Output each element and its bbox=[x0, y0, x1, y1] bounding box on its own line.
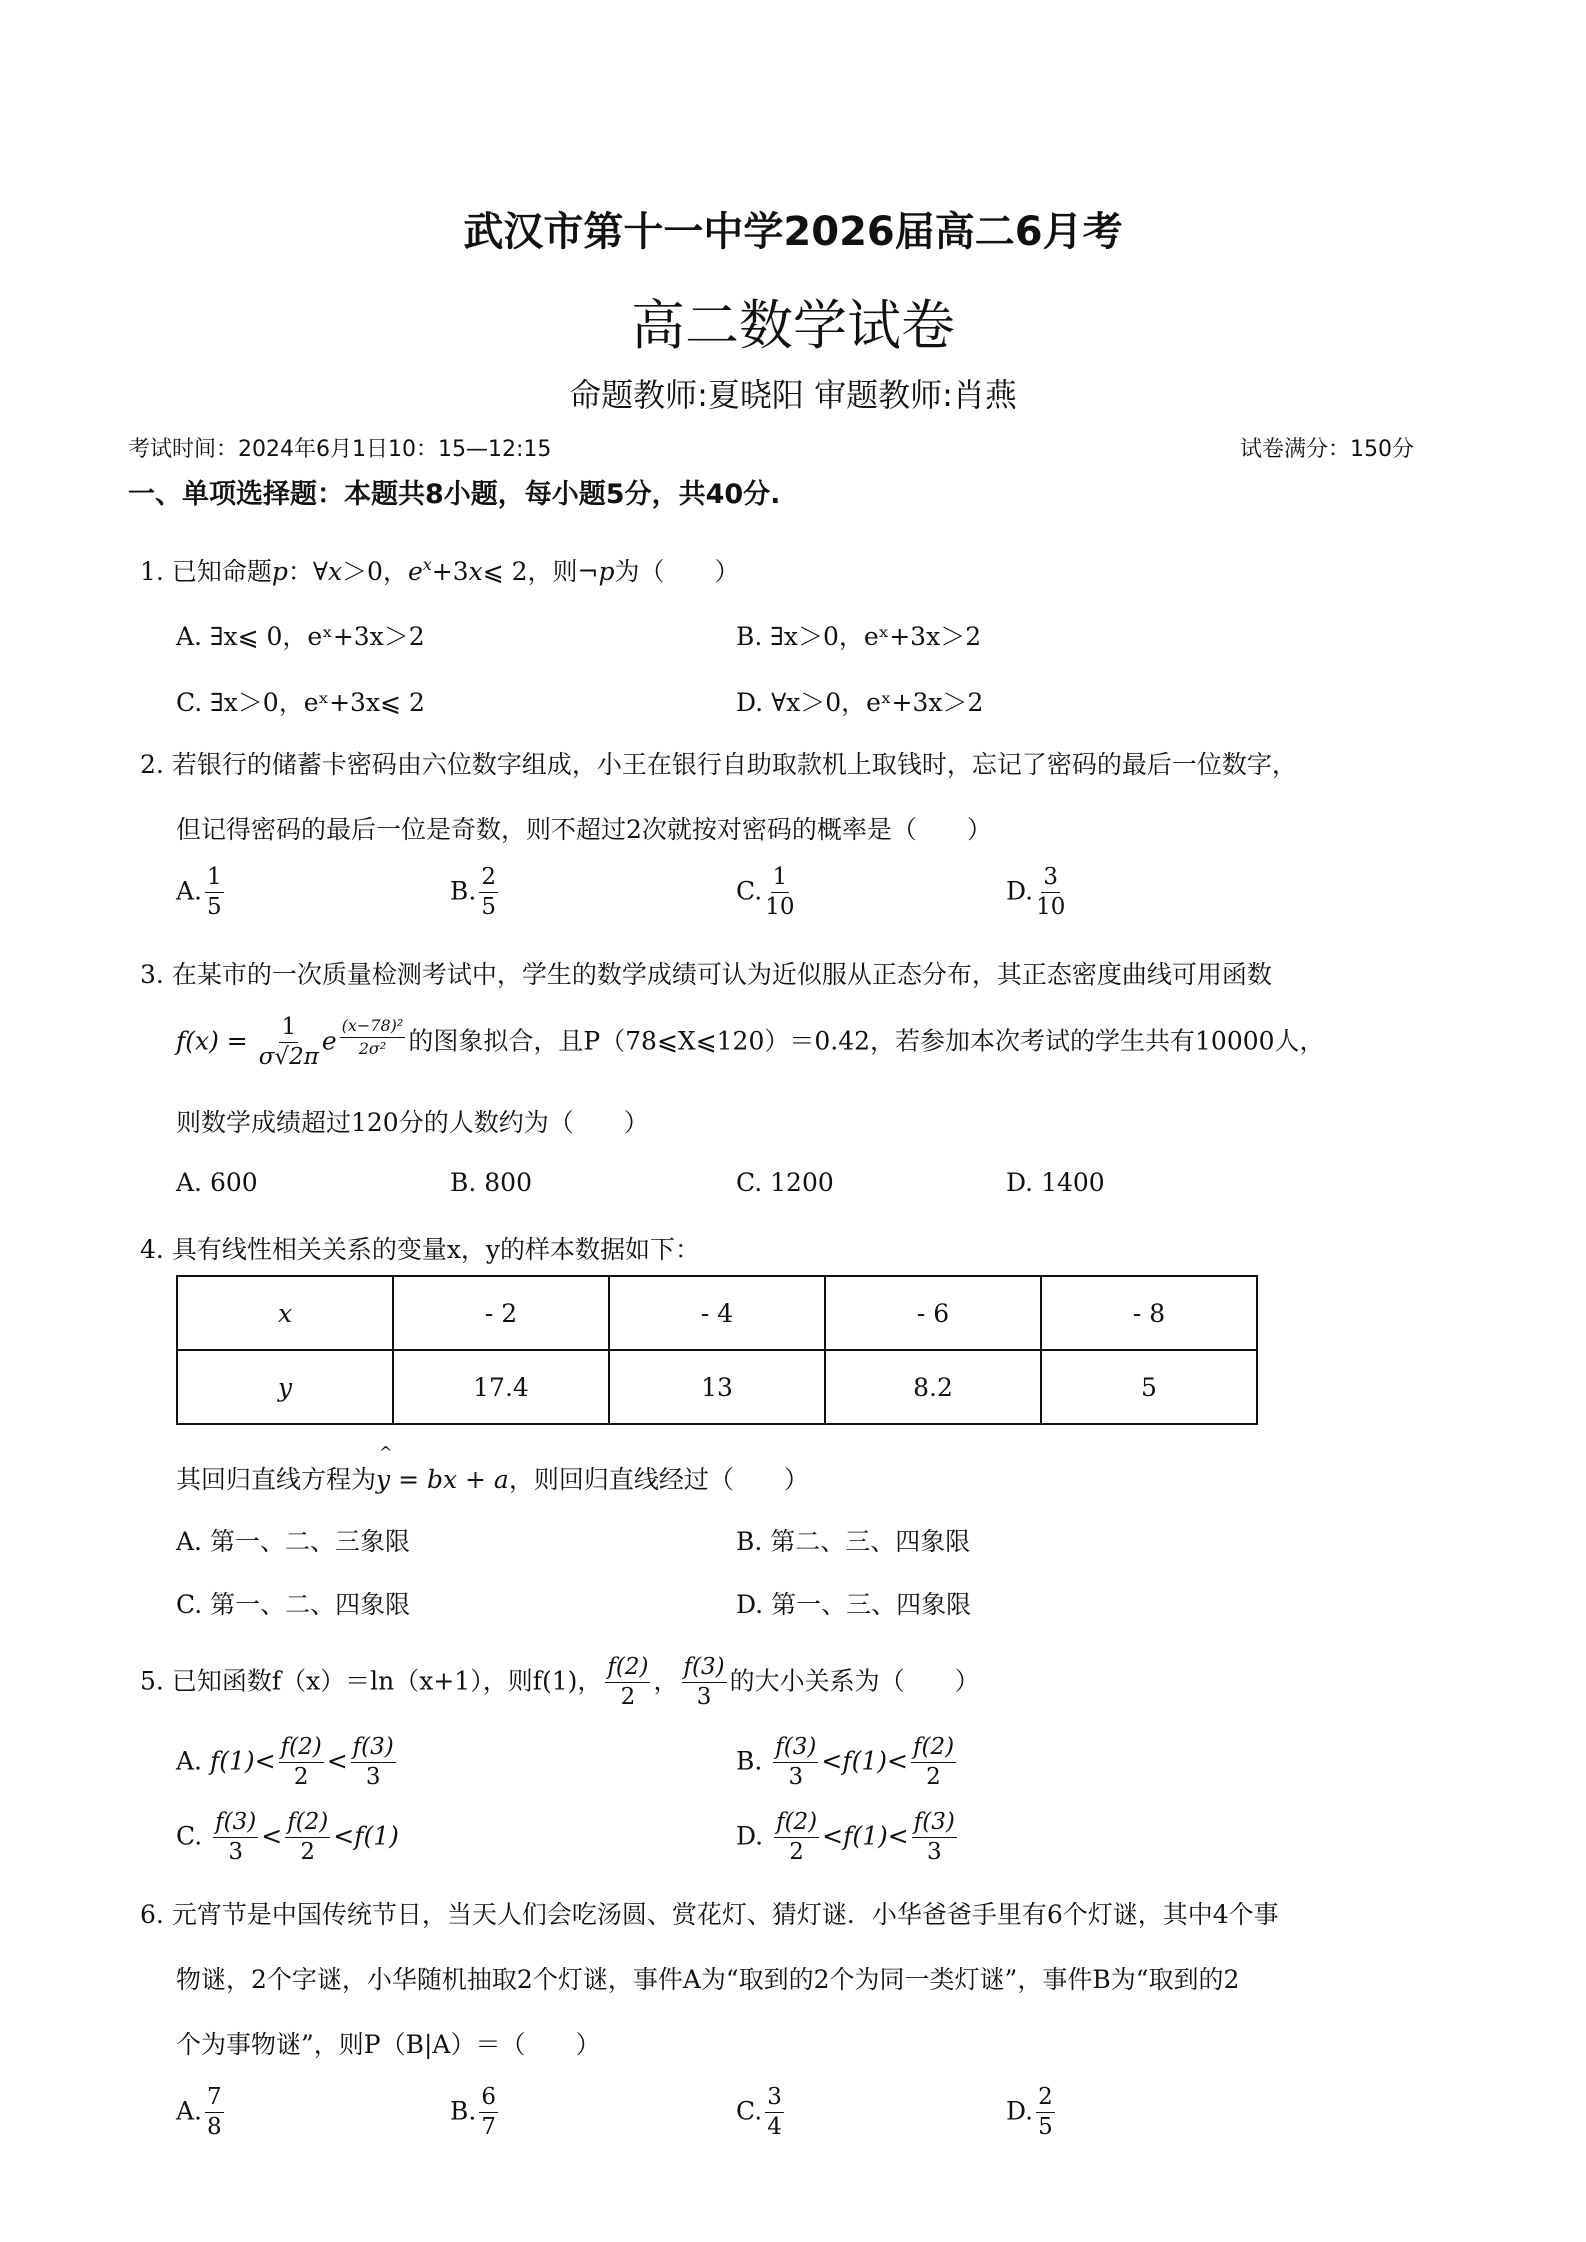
question-4-option-b: B. 第二、三、四象限 bbox=[736, 1527, 971, 1556]
paper-title: 高二数学试卷 bbox=[631, 294, 955, 357]
question-6-option-c: C. $\frac{3}{4}$ bbox=[736, 2084, 782, 2141]
question-2-option-a: A. $\frac{1}{5}$ bbox=[176, 864, 222, 921]
table-cell: 17.4 bbox=[393, 1350, 609, 1424]
question-5-option-c: C. $\frac{f(3)}{3}$ < $\frac{f(2)}{2}$ <f(1) bbox=[176, 1809, 399, 1866]
table-cell: - 2 bbox=[393, 1276, 609, 1350]
question-2-option-d: D. $\frac{3}{10}$ bbox=[1006, 864, 1066, 921]
table-cell: - 4 bbox=[609, 1276, 825, 1350]
table-cell: x bbox=[177, 1276, 393, 1350]
question-2-option-b: B. $\frac{2}{5}$ bbox=[450, 864, 496, 921]
question-3-option-a: A. 600 bbox=[176, 1168, 258, 1197]
table-row-y bbox=[177, 1350, 1257, 1424]
question-5-option-b: B. $\frac{f(3)}{3}$ <f(1)< $\frac{f(2)}{2}$ bbox=[736, 1734, 955, 1791]
question-2-option-c: C. $\frac{1}{10}$ bbox=[736, 864, 795, 921]
question-2-stem-line1: 2. 若银行的储蓄卡密码由六位数字组成，小王在银行自助取款机上取钱时，忘记了密码的最后一位数字， bbox=[140, 750, 1297, 779]
question-1-option-a: A. ∃x⩽ 0，eˣ+3x＞2 bbox=[176, 622, 425, 651]
question-1-option-b: B. ∃x＞0，eˣ+3x＞2 bbox=[736, 622, 982, 651]
table-cell: 8.2 bbox=[825, 1350, 1041, 1424]
question-3-stem-line3: 则数学成绩超过120分的人数约为（ ） bbox=[176, 1108, 649, 1137]
question-3-formula-line: f(x) = $\frac{1}{\sigma√2\pi}$ e $\frac{\text{(x−78)²}}{\text{2σ²}}$ 的图象拟合，且P（78⩽X⩽120）＝0.42，若参加本次考试的学生共有10000人， bbox=[176, 1014, 1325, 1071]
full-score: 试卷满分：150分 bbox=[1240, 437, 1414, 462]
question-3-option-d: D. 1400 bbox=[1006, 1168, 1105, 1197]
question-4-stem: 4. 具有线性相关关系的变量x，y的样本数据如下： bbox=[140, 1235, 701, 1264]
table-cell: y bbox=[177, 1350, 393, 1424]
question-3-stem-line1: 3. 在某市的一次质量检测考试中，学生的数学成绩可认为近似服从正态分布，其正态密度曲线可用函数 bbox=[140, 960, 1272, 989]
question-4-option-c: C. 第一、二、四象限 bbox=[176, 1590, 411, 1619]
question-5-option-d: D. $\frac{f(2)}{2}$ <f(1)< $\frac{f(3)}{3}$ bbox=[736, 1809, 955, 1866]
question-5-stem: 5. 已知函数f（x）＝ln（x+1），则f(1)， $\frac{f(2)}{2}$ ， $\frac{f(3)}{3}$ 的大小关系为（ ） bbox=[140, 1654, 980, 1711]
question-4-option-d: D. 第一、三、四象限 bbox=[736, 1590, 972, 1619]
section-heading: 一、单项选择题：本题共8小题，每小题5分，共40分. bbox=[128, 479, 781, 510]
question-5-option-a: A. f(1)< $\frac{f(2)}{2}$ < $\frac{f(3)}{3}$ bbox=[176, 1734, 394, 1791]
question-3-option-c: C. 1200 bbox=[736, 1168, 834, 1197]
sample-data-table bbox=[176, 1275, 1258, 1425]
question-6-stem-line2: 物谜，2个字谜，小华随机抽取2个灯谜，事件A为“取到的2个为同一类灯谜”，事件B为“取到的2 bbox=[176, 1965, 1240, 1994]
question-6-option-a: A. $\frac{7}{8}$ bbox=[176, 2084, 222, 2141]
authors-line: 命题教师:夏晓阳 审题教师:肖燕 bbox=[569, 376, 1017, 414]
question-6-option-b: B. $\frac{6}{7}$ bbox=[450, 2084, 496, 2141]
table-row-x bbox=[177, 1276, 1257, 1350]
question-2-stem-line2: 但记得密码的最后一位是奇数，则不超过2次就按对密码的概率是（ ） bbox=[176, 815, 992, 844]
question-1-option-d: D. ∀x＞0，eˣ+3x＞2 bbox=[736, 688, 984, 717]
question-6-stem-line1: 6. 元宵节是中国传统节日，当天人们会吃汤圆、赏花灯、猜灯谜．小华爸爸手里有6个灯谜，其中4个事 bbox=[140, 1900, 1279, 1929]
table-cell: - 8 bbox=[1041, 1276, 1257, 1350]
table-cell: 13 bbox=[609, 1350, 825, 1424]
table-cell: - 6 bbox=[825, 1276, 1041, 1350]
question-4-option-a: A. 第一、二、三象限 bbox=[176, 1527, 410, 1556]
question-3-option-b: B. 800 bbox=[450, 1168, 532, 1197]
school-exam-title: 武汉市第十一中学2026届高二6月考 bbox=[463, 209, 1123, 255]
exam-time: 考试时间：2024年6月1日10：15—12:15 bbox=[128, 437, 552, 462]
table-cell: 5 bbox=[1041, 1350, 1257, 1424]
question-1-stem: 1. 已知命题p：∀x＞0，$e^x+3x⩽$ 2，则¬p为（ ） bbox=[140, 555, 740, 586]
question-6-option-d: D. $\frac{2}{5}$ bbox=[1006, 2084, 1053, 2141]
question-4-regression-line: 其回归直线方程为^ y = bx + a，则回归直线经过（ ） bbox=[176, 1460, 809, 1496]
question-6-stem-line3: 个为事物谜”，则P（B|A）＝（ ） bbox=[176, 2030, 601, 2059]
question-1-option-c: C. ∃x＞0，eˣ+3x⩽ 2 bbox=[176, 688, 425, 717]
